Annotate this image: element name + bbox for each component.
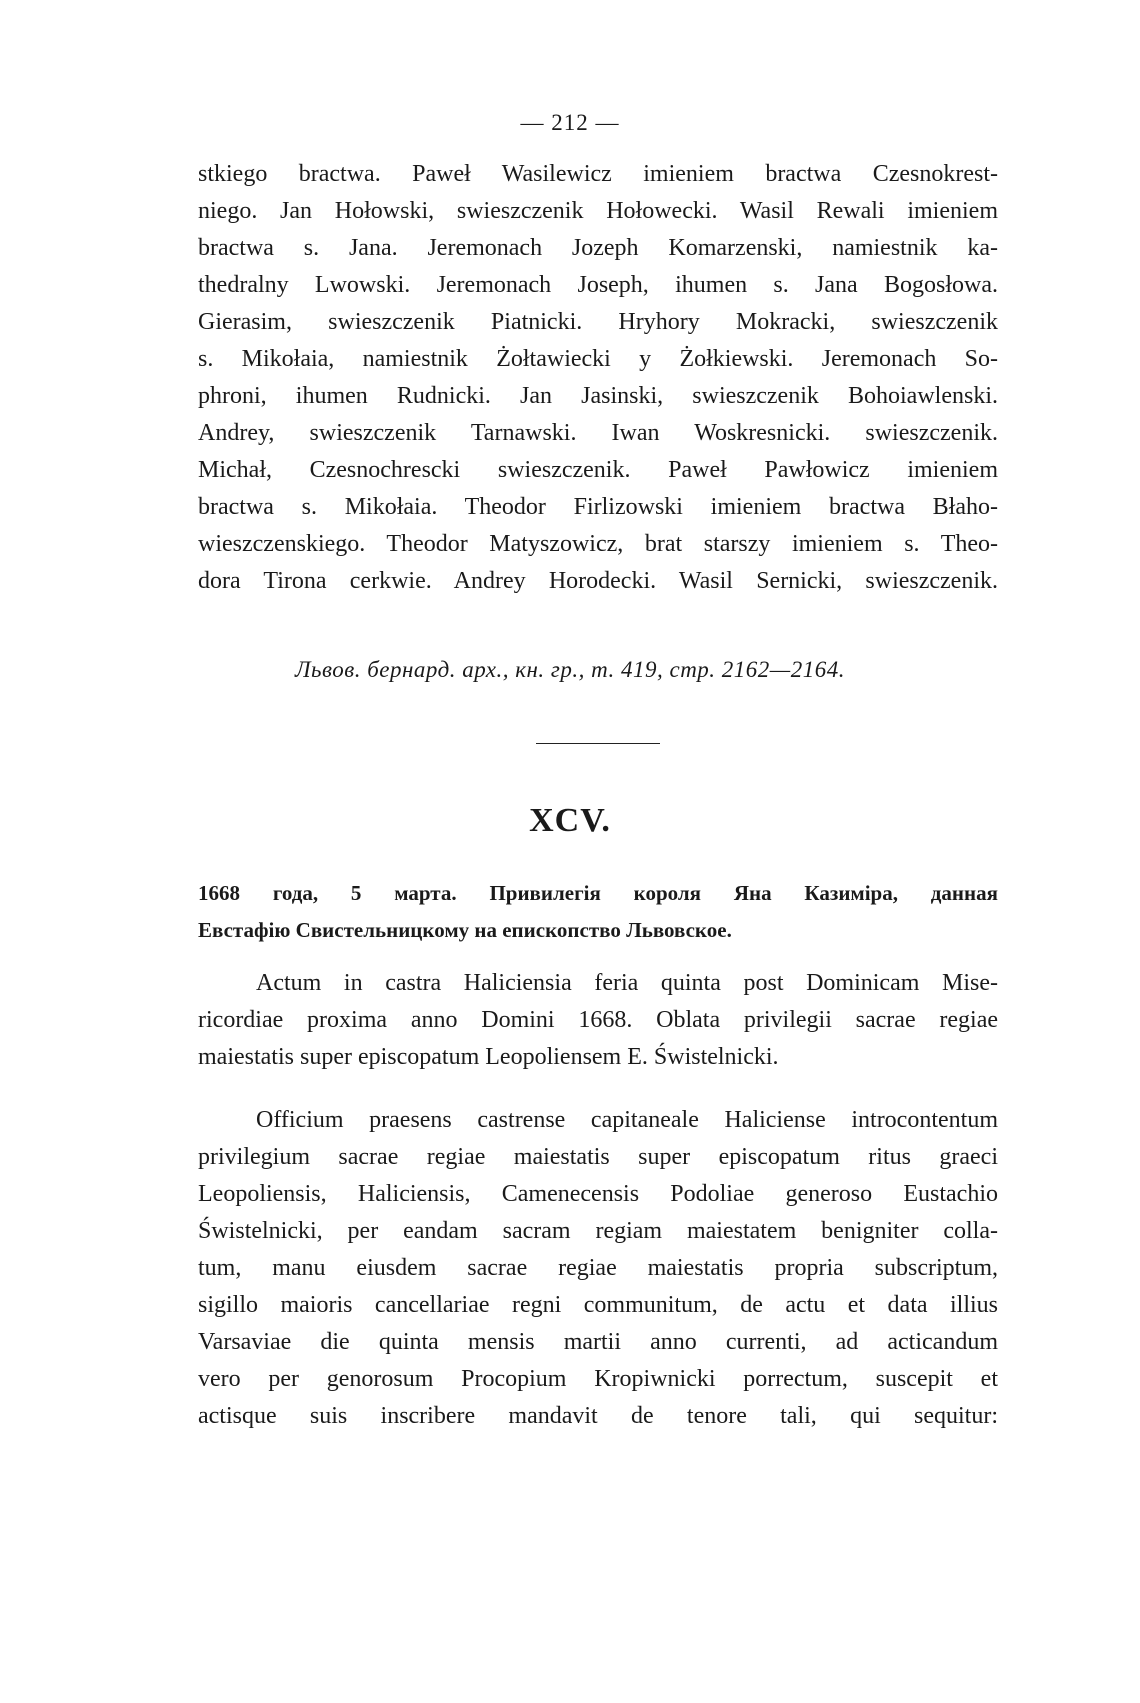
text-line: sigillo maioris cancellariae regni communitum, de actu et data illius [198,1292,998,1318]
section-divider [536,743,660,744]
text-line: bractwa s. Mikołaia. Theodor Firlizowski imieniem bractwa Błaho- [198,494,998,520]
text-line: Gierasim, swieszczenik Piatnicki. Hryhory Mokracki, swieszczenik [198,309,998,335]
page-number: — 212 — [520,110,620,135]
text-line: stkiego bractwa. Paweł Wasilewicz imieniem bractwa Czesnokrest- [198,161,998,187]
summary-line: 1668 года, 5 марта. Привилегія короля Яна Казиміра, данная [198,881,998,905]
continuation-paragraph [198,156,998,600]
text-line: s. Mikołaia, namiestnik Żołtawiecki y Żołkiewski. Jeremonach So- [198,346,998,372]
archive-source-reference: Львов. бернард. арх., кн. гр., т. 419, стр. 2162—2164. [294,657,846,682]
text-line: ricordiae proxima anno Domini 1668. Oblata privilegii sacrae regiae [198,1007,998,1033]
oblata-paragraph [198,965,998,1076]
text-line: Michał, Czesnochrescki swieszczenik. Paweł Pawłowicz imieniem [198,457,998,483]
officium-paragraph [198,1102,998,1435]
text-line: actisque suis inscribere mandavit de tenore tali, qui sequitur: [198,1403,998,1429]
text-line: wieszczenskiego. Theodor Matyszowicz, brat starszy imieniem s. Theo- [198,531,998,557]
text-line: tum, manu eiusdem sacrae regiae maiestatis propria subscriptum, [198,1255,998,1281]
text-line: vero per genorosum Procopium Kropiwnicki porrectum, suscepit et [198,1366,998,1392]
text-line: dora Tirona cerkwie. Andrey Horodecki. Wasil Sernicki, swieszczenik. [198,568,998,594]
text-line: maiestatis super episcopatum Leopoliensem E. Świstelnicki. [198,1044,779,1070]
text-line: Varsaviae die quinta mensis martii anno currenti, ad acticandum [198,1329,998,1355]
text-line: phroni, ihumen Rudnicki. Jan Jasinski, swieszczenik Bohoiawlenski. [198,383,998,409]
text-line: privilegium sacrae regiae maiestatis super episcopatum ritus graeci [198,1144,998,1170]
text-line: Actum in castra Haliciensia feria quinta post Dominicam Mise- [256,970,998,996]
document-summary [198,875,998,949]
text-line: Andrey, swieszczenik Tarnawski. Iwan Woskresnicki. swieszczenik. [198,420,998,446]
text-line: Officium praesens castrense capitaneale Haliciense introcontentum [256,1107,998,1133]
section-number: XCV. [529,802,611,839]
text-line: thedralny Lwowski. Jeremonach Joseph, ihumen s. Jana Bogosłowa. [198,272,998,298]
text-line: niego. Jan Hołowski, swieszczenik Hołowecki. Wasil Rewali imieniem [198,198,998,224]
summary-line: Евстафію Свистельницкому на епископство Львовское. [198,918,732,942]
text-line: Leopoliensis, Haliciensis, Camenecensis Podoliae generoso Eustachio [198,1181,998,1207]
text-line: bractwa s. Jana. Jeremonach Jozeph Komarzenski, namiestnik ka- [198,235,998,261]
text-line: Świstelnicki, per eandam sacram regiam maiestatem benigniter colla- [198,1218,998,1244]
